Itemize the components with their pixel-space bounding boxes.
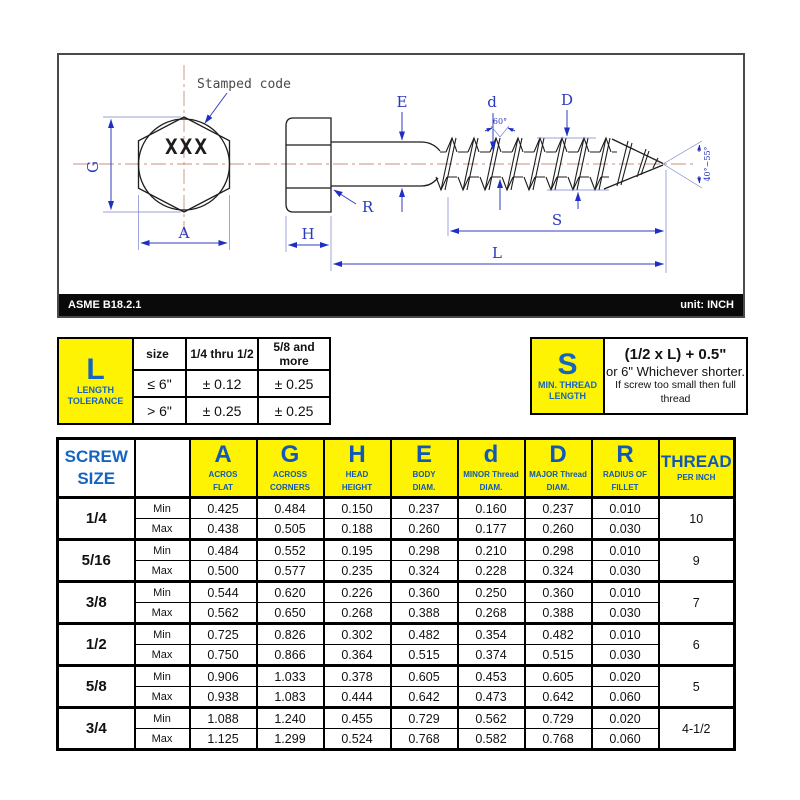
length-tolerance-table — [57, 337, 331, 425]
dimension-S — [448, 170, 666, 273]
col-caption: DIAM. — [412, 483, 436, 492]
dim-value: 0.552 — [257, 540, 324, 561]
col-caption: CORNERS — [269, 483, 310, 492]
table-row — [58, 708, 735, 729]
table-row — [58, 540, 735, 561]
table-row — [58, 603, 735, 624]
size-range-cell: ≤ 6" — [133, 370, 186, 397]
col-caption: ACROS — [208, 470, 238, 479]
size-range-cell: > 6" — [133, 397, 186, 424]
col-letter: THREAD — [660, 451, 732, 471]
dim-value: 0.729 — [391, 708, 458, 729]
dimension-L — [334, 244, 664, 264]
drawing-title-bar — [59, 294, 743, 316]
col-caption: FLAT — [213, 483, 233, 492]
dim-value: 0.642 — [525, 687, 592, 708]
dim-value: 1.033 — [257, 666, 324, 687]
thread-length-formula: (1/2 x L) + 0.5" — [624, 345, 727, 363]
dim-value: 0.228 — [458, 561, 525, 582]
dim-label-d: d — [487, 93, 497, 111]
dim-value: 0.425 — [190, 498, 257, 519]
screw-size-cell: 3/8 — [58, 582, 135, 624]
col-caption: HEIGHT — [341, 483, 373, 492]
dimension-R — [334, 190, 374, 216]
col-header-d — [458, 439, 525, 498]
point-angle-label: 40°~55° — [703, 146, 712, 182]
col-header-H — [324, 439, 391, 498]
screw-size-cell: 1/4 — [58, 498, 135, 540]
threads-per-inch-cell: 4-1/2 — [659, 708, 735, 750]
table-row — [58, 729, 735, 750]
dim-value: 0.482 — [391, 624, 458, 645]
screw-size-cell: 1/2 — [58, 624, 135, 666]
col-caption: ACROSS — [272, 470, 308, 479]
dim-value: 0.453 — [458, 666, 525, 687]
max-label: Max — [135, 729, 190, 750]
dim-value: 0.302 — [324, 624, 391, 645]
col-header-thread-per-inch — [659, 439, 735, 498]
table-row — [58, 519, 735, 540]
col-header-E — [391, 439, 458, 498]
col-header-D — [525, 439, 592, 498]
tolerance-value-cell: ± 0.25 — [258, 397, 330, 424]
dim-value: 0.650 — [257, 603, 324, 624]
dim-value: 0.210 — [458, 540, 525, 561]
max-label: Max — [135, 687, 190, 708]
col-caption: FILLET — [611, 483, 639, 492]
corner-header-screw-size — [58, 439, 135, 498]
screw-size-cell: 3/4 — [58, 708, 135, 750]
dim-value: 0.324 — [391, 561, 458, 582]
screw-dimension-table — [56, 437, 736, 751]
dim-value: 0.605 — [391, 666, 458, 687]
min-max-header-cell — [135, 439, 190, 498]
table-row — [58, 498, 735, 519]
key-caption-line1: MIN. THREAD — [538, 379, 597, 390]
dim-value: 0.060 — [592, 729, 659, 750]
min-thread-length-key-cell — [531, 338, 604, 414]
min-thread-length-rule-cell — [604, 338, 747, 414]
dim-value: 0.438 — [190, 519, 257, 540]
dim-value: 0.388 — [525, 603, 592, 624]
dim-value: 0.298 — [391, 540, 458, 561]
dim-value: 0.354 — [458, 624, 525, 645]
table-row — [58, 687, 735, 708]
dim-label-S: S — [551, 211, 563, 229]
key-caption-line2: TOLERANCE — [67, 396, 124, 406]
dim-value: 0.324 — [525, 561, 592, 582]
dim-value: 0.729 — [525, 708, 592, 729]
threads-per-inch-cell: 7 — [659, 582, 735, 624]
dim-value: 1.299 — [257, 729, 324, 750]
dim-value: 0.515 — [391, 645, 458, 666]
dim-value: 0.360 — [525, 582, 592, 603]
dim-value: 0.562 — [458, 708, 525, 729]
min-label: Min — [135, 666, 190, 687]
col-letter: D — [549, 441, 567, 468]
drawing-frame — [57, 53, 745, 318]
dim-value: 0.750 — [190, 645, 257, 666]
stamped-code-label: Stamped code — [197, 77, 291, 92]
max-label: Max — [135, 561, 190, 582]
table-row — [58, 624, 735, 645]
col-header-large-sizes: 5/8 and more — [258, 338, 330, 370]
col-header-R — [592, 439, 659, 498]
dim-value: 0.010 — [592, 498, 659, 519]
dim-value: 0.030 — [592, 645, 659, 666]
min-label: Min — [135, 624, 190, 645]
dim-value: 0.620 — [257, 582, 324, 603]
min-label: Min — [135, 498, 190, 519]
dim-value: 0.500 — [190, 561, 257, 582]
max-label: Max — [135, 519, 190, 540]
dim-label-R: R — [362, 198, 374, 216]
min-label: Min — [135, 708, 190, 729]
dim-value: 0.388 — [391, 603, 458, 624]
dim-value: 0.577 — [257, 561, 324, 582]
min-label: Min — [135, 582, 190, 603]
dim-value: 0.010 — [592, 624, 659, 645]
dim-value: 0.444 — [324, 687, 391, 708]
dim-value: 0.298 — [525, 540, 592, 561]
dim-value: 0.374 — [458, 645, 525, 666]
col-letter: E — [415, 441, 432, 468]
table-row — [58, 666, 735, 687]
hex-head-side-view — [286, 118, 331, 212]
table-row — [58, 645, 735, 666]
tolerance-value-cell: ± 0.25 — [186, 397, 258, 424]
dim-value: 0.938 — [190, 687, 257, 708]
key-letter-S: S — [557, 347, 578, 381]
dim-value: 0.020 — [592, 666, 659, 687]
dim-value: 0.237 — [391, 498, 458, 519]
dim-value: 0.768 — [525, 729, 592, 750]
corner-header-line1: SCREW — [64, 446, 128, 466]
dim-value: 0.060 — [592, 687, 659, 708]
col-caption: HEAD — [345, 470, 369, 479]
col-letter: G — [280, 441, 300, 468]
dim-value: 0.020 — [592, 708, 659, 729]
dim-label-L: L — [492, 244, 502, 262]
tolerance-value-cell: ± 0.25 — [258, 370, 330, 397]
col-caption: MAJOR Thread — [529, 470, 587, 479]
table-row — [58, 582, 735, 603]
dim-value: 0.725 — [190, 624, 257, 645]
dim-value: 0.268 — [458, 603, 525, 624]
stamped-code-mark: XXX — [165, 135, 209, 159]
dim-value: 0.364 — [324, 645, 391, 666]
max-label: Max — [135, 645, 190, 666]
dim-value: 0.642 — [391, 687, 458, 708]
dim-value: 0.188 — [324, 519, 391, 540]
col-caption: MINOR Thread — [463, 470, 519, 479]
dim-value: 0.150 — [324, 498, 391, 519]
point-angle-annotation — [663, 141, 712, 188]
dim-value: 0.605 — [525, 666, 592, 687]
dim-value: 0.455 — [324, 708, 391, 729]
dim-value: 0.473 — [458, 687, 525, 708]
threads-per-inch-cell: 10 — [659, 498, 735, 540]
dim-label-G: G — [84, 161, 102, 173]
dimension-G — [84, 117, 181, 212]
col-letter: A — [214, 441, 232, 468]
dimension-H — [286, 216, 331, 271]
min-thread-length-table — [530, 337, 748, 415]
standard-label: ASME B18.2.1 — [68, 299, 142, 311]
dim-value: 0.030 — [592, 603, 659, 624]
col-caption: DIAM. — [546, 483, 570, 492]
key-caption-line2: LENGTH — [549, 391, 586, 401]
dim-value: 0.515 — [525, 645, 592, 666]
dim-value: 0.562 — [190, 603, 257, 624]
dim-value: 0.010 — [592, 582, 659, 603]
col-letter: R — [616, 441, 634, 468]
dim-label-E: E — [396, 93, 408, 111]
max-label: Max — [135, 603, 190, 624]
dim-value: 0.582 — [458, 729, 525, 750]
dim-value: 0.484 — [257, 498, 324, 519]
dim-value: 0.906 — [190, 666, 257, 687]
stamped-code-leader-line — [205, 93, 227, 123]
dim-value: 0.524 — [324, 729, 391, 750]
dim-value: 0.030 — [592, 561, 659, 582]
col-letter: H — [348, 441, 366, 468]
tolerance-value-cell: ± 0.12 — [186, 370, 258, 397]
thread-length-note: or 6" Whichever shorter. — [606, 363, 746, 379]
dim-value: 0.260 — [525, 519, 592, 540]
dim-value: 1.125 — [190, 729, 257, 750]
screw-size-cell: 5/8 — [58, 666, 135, 708]
min-label: Min — [135, 540, 190, 561]
dim-value: 0.866 — [257, 645, 324, 666]
dim-value: 0.226 — [324, 582, 391, 603]
dim-value: 1.088 — [190, 708, 257, 729]
col-header-A — [190, 439, 257, 498]
dim-value: 0.160 — [458, 498, 525, 519]
lag-screw-drawing — [59, 55, 743, 294]
dim-value: 0.177 — [458, 519, 525, 540]
dim-value: 0.268 — [324, 603, 391, 624]
dim-value: 0.237 — [525, 498, 592, 519]
screw-size-cell: 5/16 — [58, 540, 135, 582]
col-header-small-sizes: 1/4 thru 1/2 — [186, 338, 258, 370]
header-row — [58, 439, 735, 498]
col-caption: RADIUS OF — [603, 470, 647, 479]
thread-length-subnote: If screw too small then full thread — [615, 379, 736, 405]
dim-value: 0.235 — [324, 561, 391, 582]
dimension-E — [397, 93, 408, 212]
key-letter-L: L — [86, 352, 105, 386]
dim-value: 0.482 — [525, 624, 592, 645]
dim-value: 0.544 — [190, 582, 257, 603]
table-row — [58, 561, 735, 582]
col-caption: BODY — [412, 470, 436, 479]
threads-per-inch-cell: 5 — [659, 666, 735, 708]
dim-label-D: D — [560, 91, 574, 109]
threads-per-inch-cell: 6 — [659, 624, 735, 666]
dim-value: 0.505 — [257, 519, 324, 540]
thread-angle-label: 60° — [492, 117, 508, 126]
length-tolerance-key-cell — [58, 338, 133, 424]
thread-angle-annotation — [485, 117, 515, 137]
dim-value: 0.768 — [391, 729, 458, 750]
dim-label-H: H — [301, 225, 315, 243]
dim-value: 1.083 — [257, 687, 324, 708]
dim-value: 1.240 — [257, 708, 324, 729]
dim-value: 0.195 — [324, 540, 391, 561]
col-header-G — [257, 439, 324, 498]
dim-value: 0.260 — [391, 519, 458, 540]
key-caption-line1: LENGTH — [77, 384, 114, 395]
col-caption: PER INCH — [677, 473, 716, 483]
col-caption: DIAM. — [479, 483, 503, 492]
dim-value: 0.826 — [257, 624, 324, 645]
dim-value: 0.360 — [391, 582, 458, 603]
corner-header-line2: SIZE — [77, 469, 116, 488]
dim-value: 0.030 — [592, 519, 659, 540]
dim-value: 0.010 — [592, 540, 659, 561]
unit-label: unit: INCH — [680, 299, 734, 311]
col-header-size: size — [133, 338, 186, 370]
threads-per-inch-cell: 9 — [659, 540, 735, 582]
dim-label-A: A — [178, 224, 190, 242]
dim-value: 0.484 — [190, 540, 257, 561]
dim-value: 0.378 — [324, 666, 391, 687]
dim-value: 0.250 — [458, 582, 525, 603]
col-letter: d — [483, 441, 499, 468]
